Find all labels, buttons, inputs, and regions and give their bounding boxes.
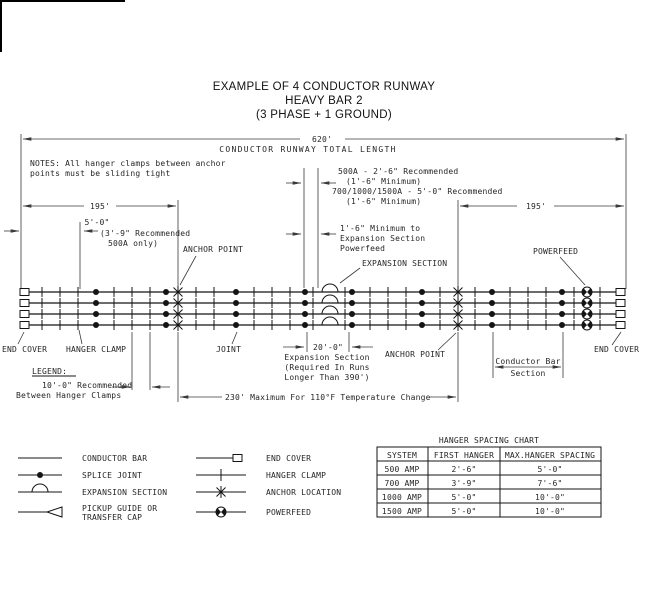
end-cover-right-leader [612,332,621,345]
dimension-right-run [460,202,624,211]
dimension-max-run [180,393,456,402]
chart-header-first-hanger: FIRST HANGER [433,451,495,460]
dimension-bar-section [495,357,561,378]
end-cover-left-label: END COVER [2,345,48,354]
dim-left-run-value: 195' [89,202,111,211]
dim-total-value: 620' [311,135,333,144]
hanger-clamp-label: HANGER CLAMP [66,345,127,354]
legend-note [16,367,170,400]
chart-cell: 10'-0" [534,493,566,502]
chart-header-system: SYSTEM [386,451,418,460]
hanger-clamp-leader [79,330,82,344]
dim-right-run-value: 195' [525,202,547,211]
chart-cell: 3'-9" [451,479,477,488]
legend-label-conductor-bar: CONDUCTOR BAR [82,454,148,463]
anchor-point-left-label: ANCHOR POINT [183,245,244,254]
bar-section-label-1: Conductor Bar [495,357,561,366]
conductor-bar-ground [20,317,625,331]
exp-note-1: Expansion Section [284,353,370,362]
dim-first-hanger-alt: (3'-9" Recommended [100,229,191,238]
pickup-guide-triangle-icon [47,507,62,517]
legend-note-line-1: 10'-0" Recommended [42,381,133,390]
legend-note-title: LEGEND: [32,367,68,376]
chart-cell: 5'-0" [451,507,477,516]
chart-row-700 [384,479,562,488]
expansion-arc-icon [32,484,48,492]
legend-column-2 [196,454,341,517]
rec-spacing-1: 500A - 2'-6" Recommended [338,167,459,176]
legend-label-pickup-guide-2: TRANSFER CAP [82,513,143,522]
chart-cell: 1000 AMP [381,493,423,502]
dimension-min-to-expansion [286,224,425,253]
chart-cell: 5'-0" [537,465,563,474]
rec-spacing-2: 700/1000/1500A - 5'-0" Recommended [332,187,503,196]
dimension-left-run [23,202,176,211]
legend-label-powerfeed: POWERFEED [266,508,312,517]
min-to-exp-3: Powerfeed [340,244,386,253]
chart-cell: 700 AMP [384,479,420,488]
notes-block [30,159,226,178]
legend-label-hanger-clamp: HANGER CLAMP [266,471,327,480]
legend-label-end-cover: END COVER [266,454,312,463]
chart-cell: 5'-0" [451,493,477,502]
anchor-point-left-leader [180,256,196,285]
min-to-exp-1: 1'-6" Minimum to [340,224,421,233]
max-run-label: 230' Maximum For 110°F Temperature Change [225,393,431,402]
rec-spacing-1-min: (1'-6" Minimum) [346,177,422,186]
dim-total-label: CONDUCTOR RUNWAY TOTAL LENGTH [219,145,397,154]
dimension-expansion-width [283,343,373,382]
anchor-point-right-label: ANCHOR POINT [385,350,446,359]
chart-cell: 500 AMP [384,465,420,474]
chart-row-1500 [382,507,565,516]
exp-note-2: (Required In Runs [284,363,370,372]
conductor-bar-phase-2 [20,295,625,309]
notes-line-2: points must be sliding tight [30,169,171,178]
powerfeed-circle-icon [216,507,226,517]
exp-width-value: 20'-0" [312,343,344,352]
dim-first-hanger-value: 5'-0" [84,218,110,227]
chart-cell: 2'-6" [451,465,477,474]
legend-label-anchor-location: ANCHOR LOCATION [266,488,342,497]
end-cover-right-label: END COVER [594,345,640,354]
title-block [213,81,436,121]
legend-label-expansion-section: EXPANSION SECTION [82,488,168,497]
powerfeed-leader [560,257,585,285]
dimension-expansion-gap [286,167,503,206]
conductor-bar-phase-3 [20,306,625,320]
chart-cell: 10'-0" [534,507,566,516]
page-subtitle-2: (3 PHASE + 1 GROUND) [255,109,393,121]
anchor-point-right-leader [438,333,456,350]
end-cover-square-icon [233,455,242,462]
chart-header-max-spacing: MAX.HANGER SPACING [504,451,596,460]
end-cover-left-leader [18,332,24,344]
page-subtitle: HEAVY BAR 2 [285,95,363,107]
dim-first-hanger-alt2: 500A only) [108,239,159,248]
expansion-section-label: EXPANSION SECTION [362,259,448,268]
bar-section-label-2: Section [510,369,546,378]
conductor-runway [20,284,625,331]
legend-column-1 [18,454,167,522]
chart-cell: 7'-6" [537,479,563,488]
legend-label-splice-joint: SPLICE JOINT [82,471,143,480]
legend-note-line-2: Between Hanger Clamps [16,391,122,400]
legend-label-pickup-guide-1: PICKUP GUIDE OR [82,504,158,513]
conductor-bar-phase-1 [20,284,625,298]
chart-title: HANGER SPACING CHART [438,436,540,445]
chart-cell: 1500 AMP [381,507,423,516]
joint-label: JOINT [216,345,242,354]
notes-line-1: NOTES: All hanger clamps between anchor [30,159,226,168]
chart-row-1000 [382,493,565,502]
hanger-spacing-chart [377,436,601,517]
expansion-section-leader [340,268,360,283]
dimension-total-length [23,135,624,154]
dimension-first-hanger [4,218,190,248]
joint-leader [232,332,237,344]
powerfeed-label: POWERFEED [533,247,579,256]
exp-note-3: Longer Than 390') [284,373,370,382]
scan-edge-artifact [0,0,125,52]
rec-spacing-2-min: (1'-6" Minimum) [346,197,422,206]
chart-row-500 [384,465,562,474]
min-to-exp-2: Expansion Section [340,234,426,243]
splice-joint-dot-icon [37,472,43,478]
page-title: EXAMPLE OF 4 CONDUCTOR RUNWAY [212,81,436,93]
